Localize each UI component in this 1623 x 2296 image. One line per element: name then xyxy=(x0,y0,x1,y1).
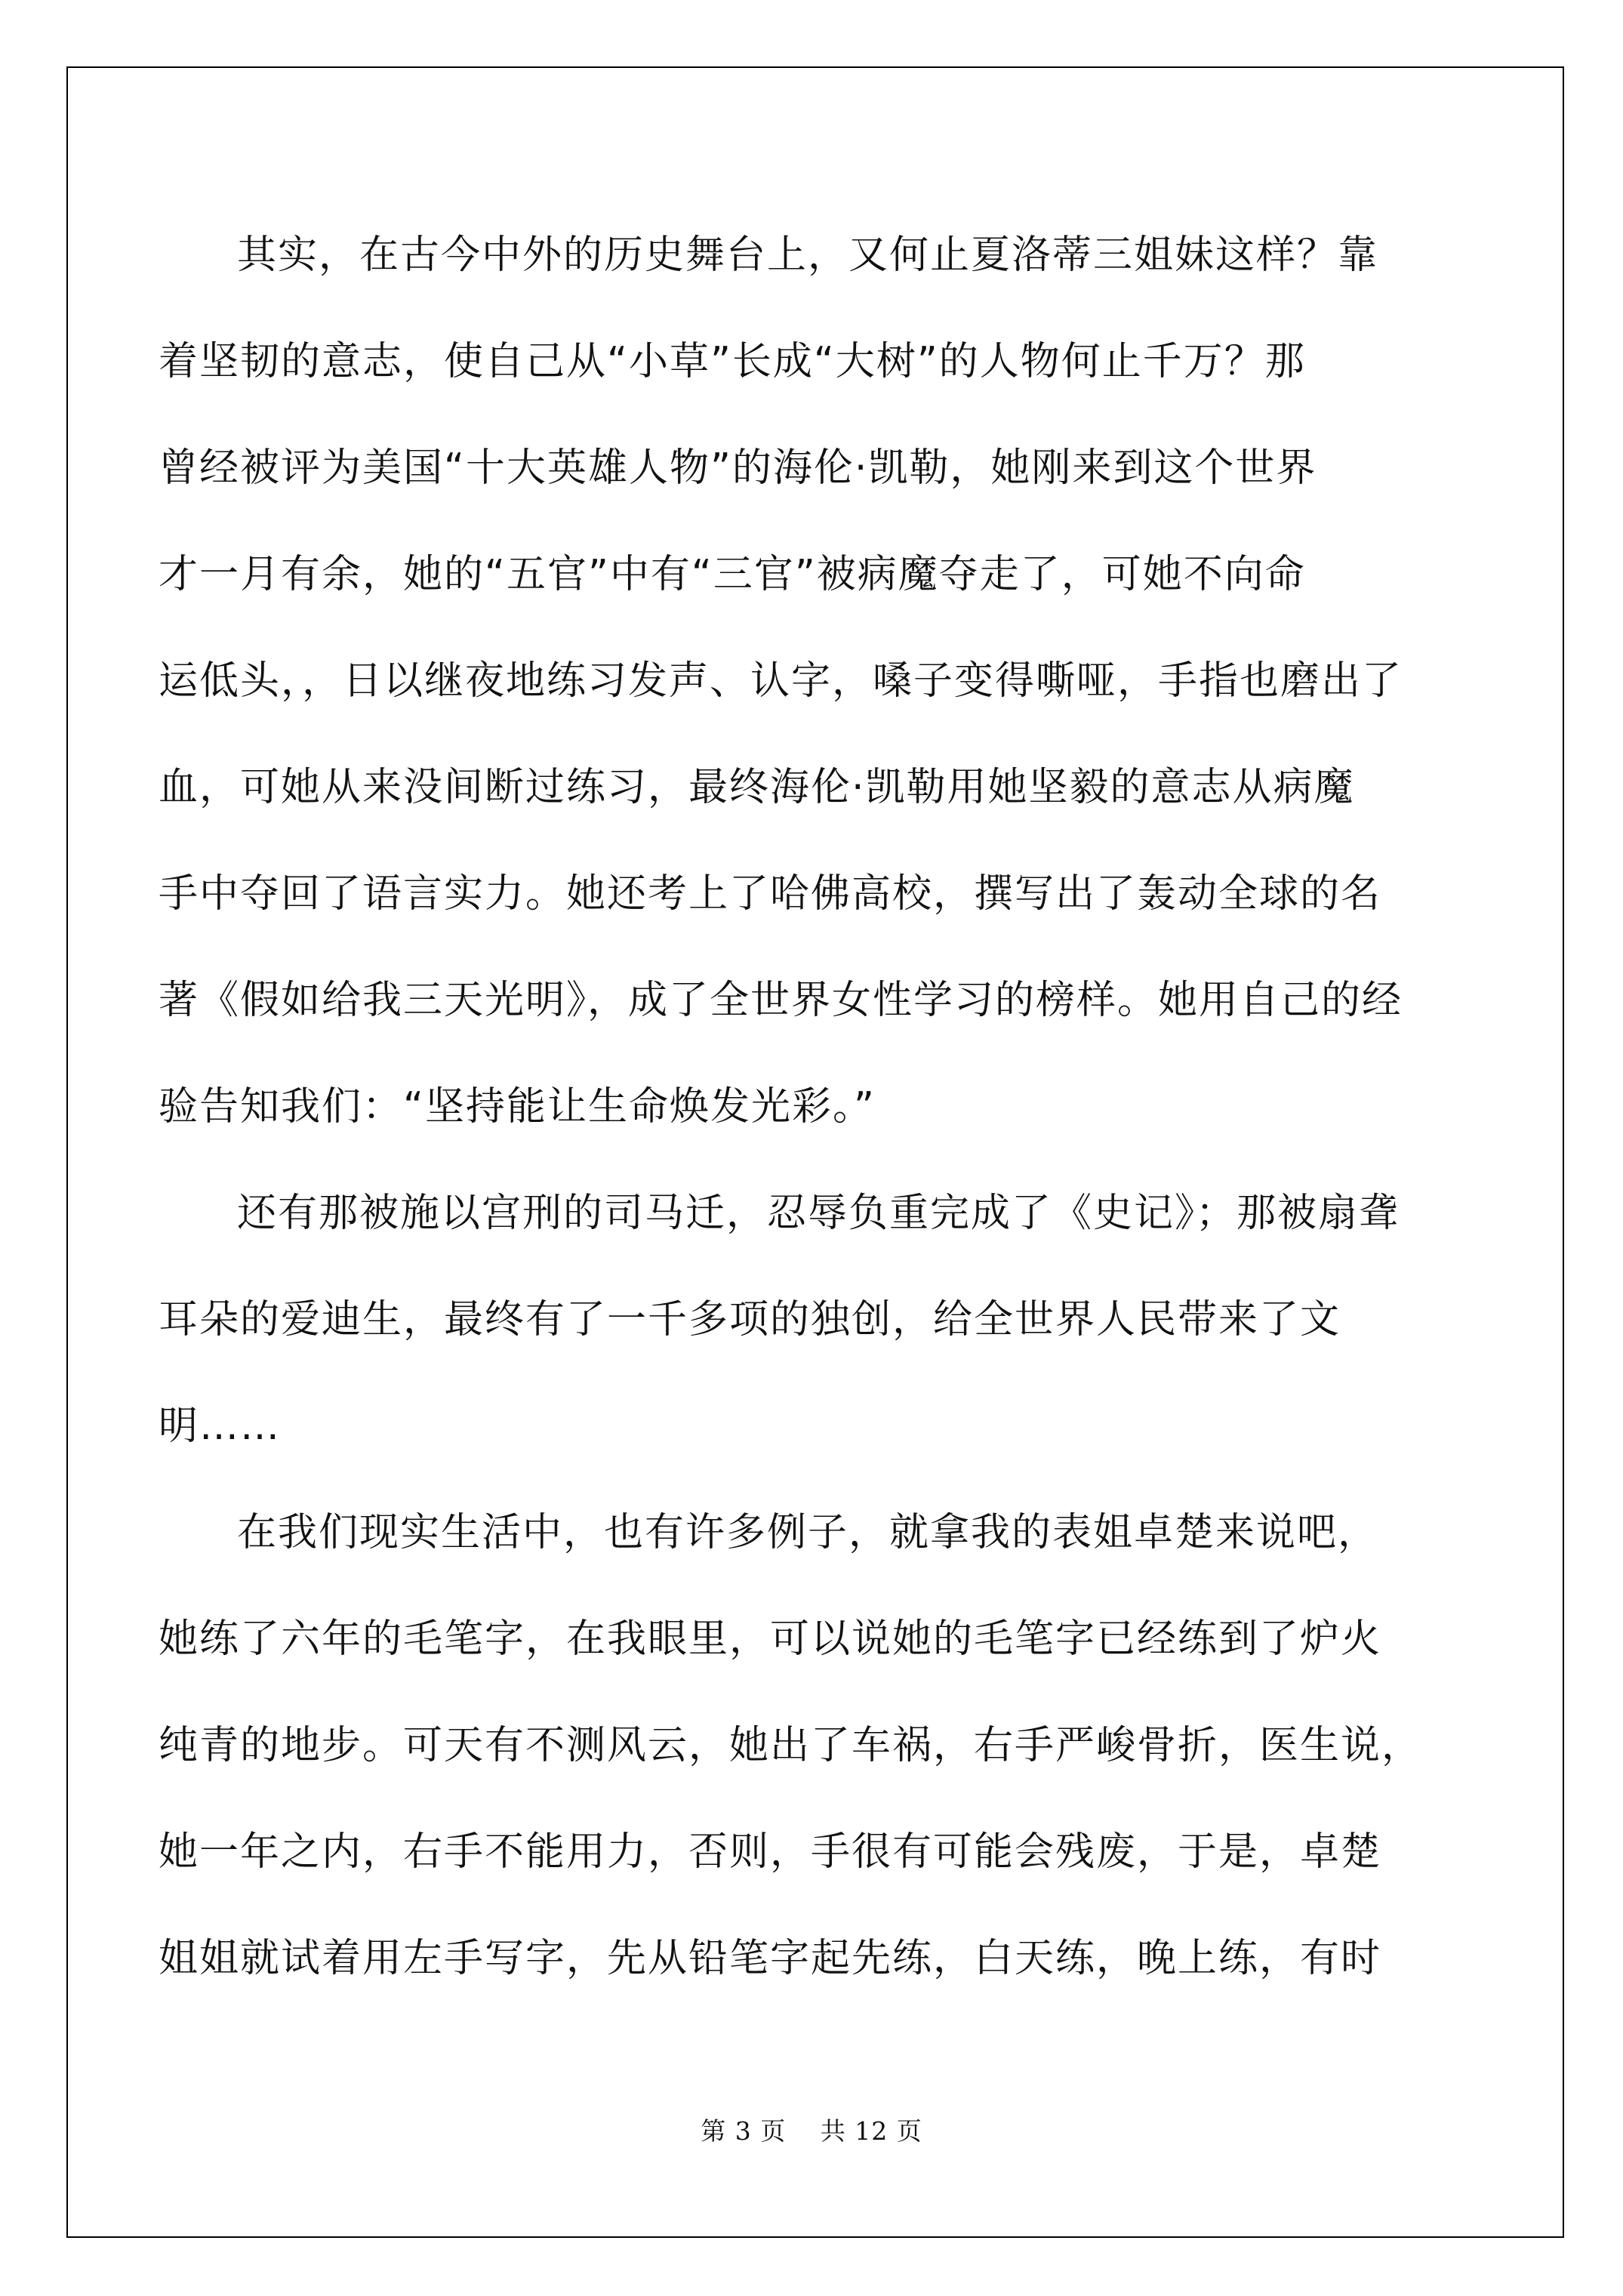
text-line: 才一月有余，她的“五官”中有“三官”被病魔夺走了，可她不向命 xyxy=(159,552,1306,597)
text-line: 姐姐就试着用左手写字，先从铅笔字起先练，白天练，晚上练，有时 xyxy=(159,1936,1382,1981)
text-line: 手中夺回了语言实力。她还考上了哈佛高校，撰写出了轰动全球的名 xyxy=(159,871,1382,917)
paragraph-3 xyxy=(159,1480,1449,2012)
text-line: 着坚韧的意志，使自己从“小草”长成“大树”的人物何止千万？那 xyxy=(159,339,1306,384)
text-line: 还有那被施以宫刑的司马迁，忍辱负重完成了《史记》；那被扇聋 xyxy=(237,1191,1400,1236)
text-line: 著《假如给我三天光明》，成了全世界女性学习的榜样。她用自己的经 xyxy=(159,978,1403,1023)
paragraph-2 xyxy=(159,1160,1449,1480)
text-line: 在我们现实生活中，也有许多例子，就拿我的表姐卓楚来说吧， xyxy=(237,1510,1379,1555)
text-line: 她一年之内，右手不能用力，否则，手很有可能会残废，于是，卓楚 xyxy=(159,1829,1382,1875)
text-line: 耳朵的爱迪生，最终有了一千多项的独创，给全世界人民带来了文 xyxy=(159,1297,1341,1342)
text-line: 运低头，，日以继夜地练习发声、认字，嗓子变得嘶哑，手指也磨出了 xyxy=(159,658,1403,704)
document-body xyxy=(159,202,1449,2012)
text-line: 验告知我们：“坚持能让生命焕发光彩。” xyxy=(159,1084,876,1130)
text-line: 纯青的地步。可天有不测风云，她出了车祸，右手严峻骨折，医生说， xyxy=(159,1723,1423,1768)
text-line: 血，可她从来没间断过练习，最终海伦·凯勒用她坚毅的意志从病魔 xyxy=(159,765,1355,810)
text-line: 明…… xyxy=(159,1404,282,1449)
text-line: 曾经被评为美国“十大英雄人物”的海伦·凯勒，她刚来到这个世界 xyxy=(159,445,1317,491)
text-line: 她练了六年的毛笔字，在我眼里，可以说她的毛笔字已经练到了炉火 xyxy=(159,1616,1382,1662)
paragraph-1 xyxy=(159,202,1449,1160)
text-line: 其实，在古今中外的历史舞台上，又何止夏洛蒂三姐妹这样？靠 xyxy=(237,233,1379,278)
page-number-footer: 第 3 页 共 12 页 xyxy=(701,2116,922,2146)
